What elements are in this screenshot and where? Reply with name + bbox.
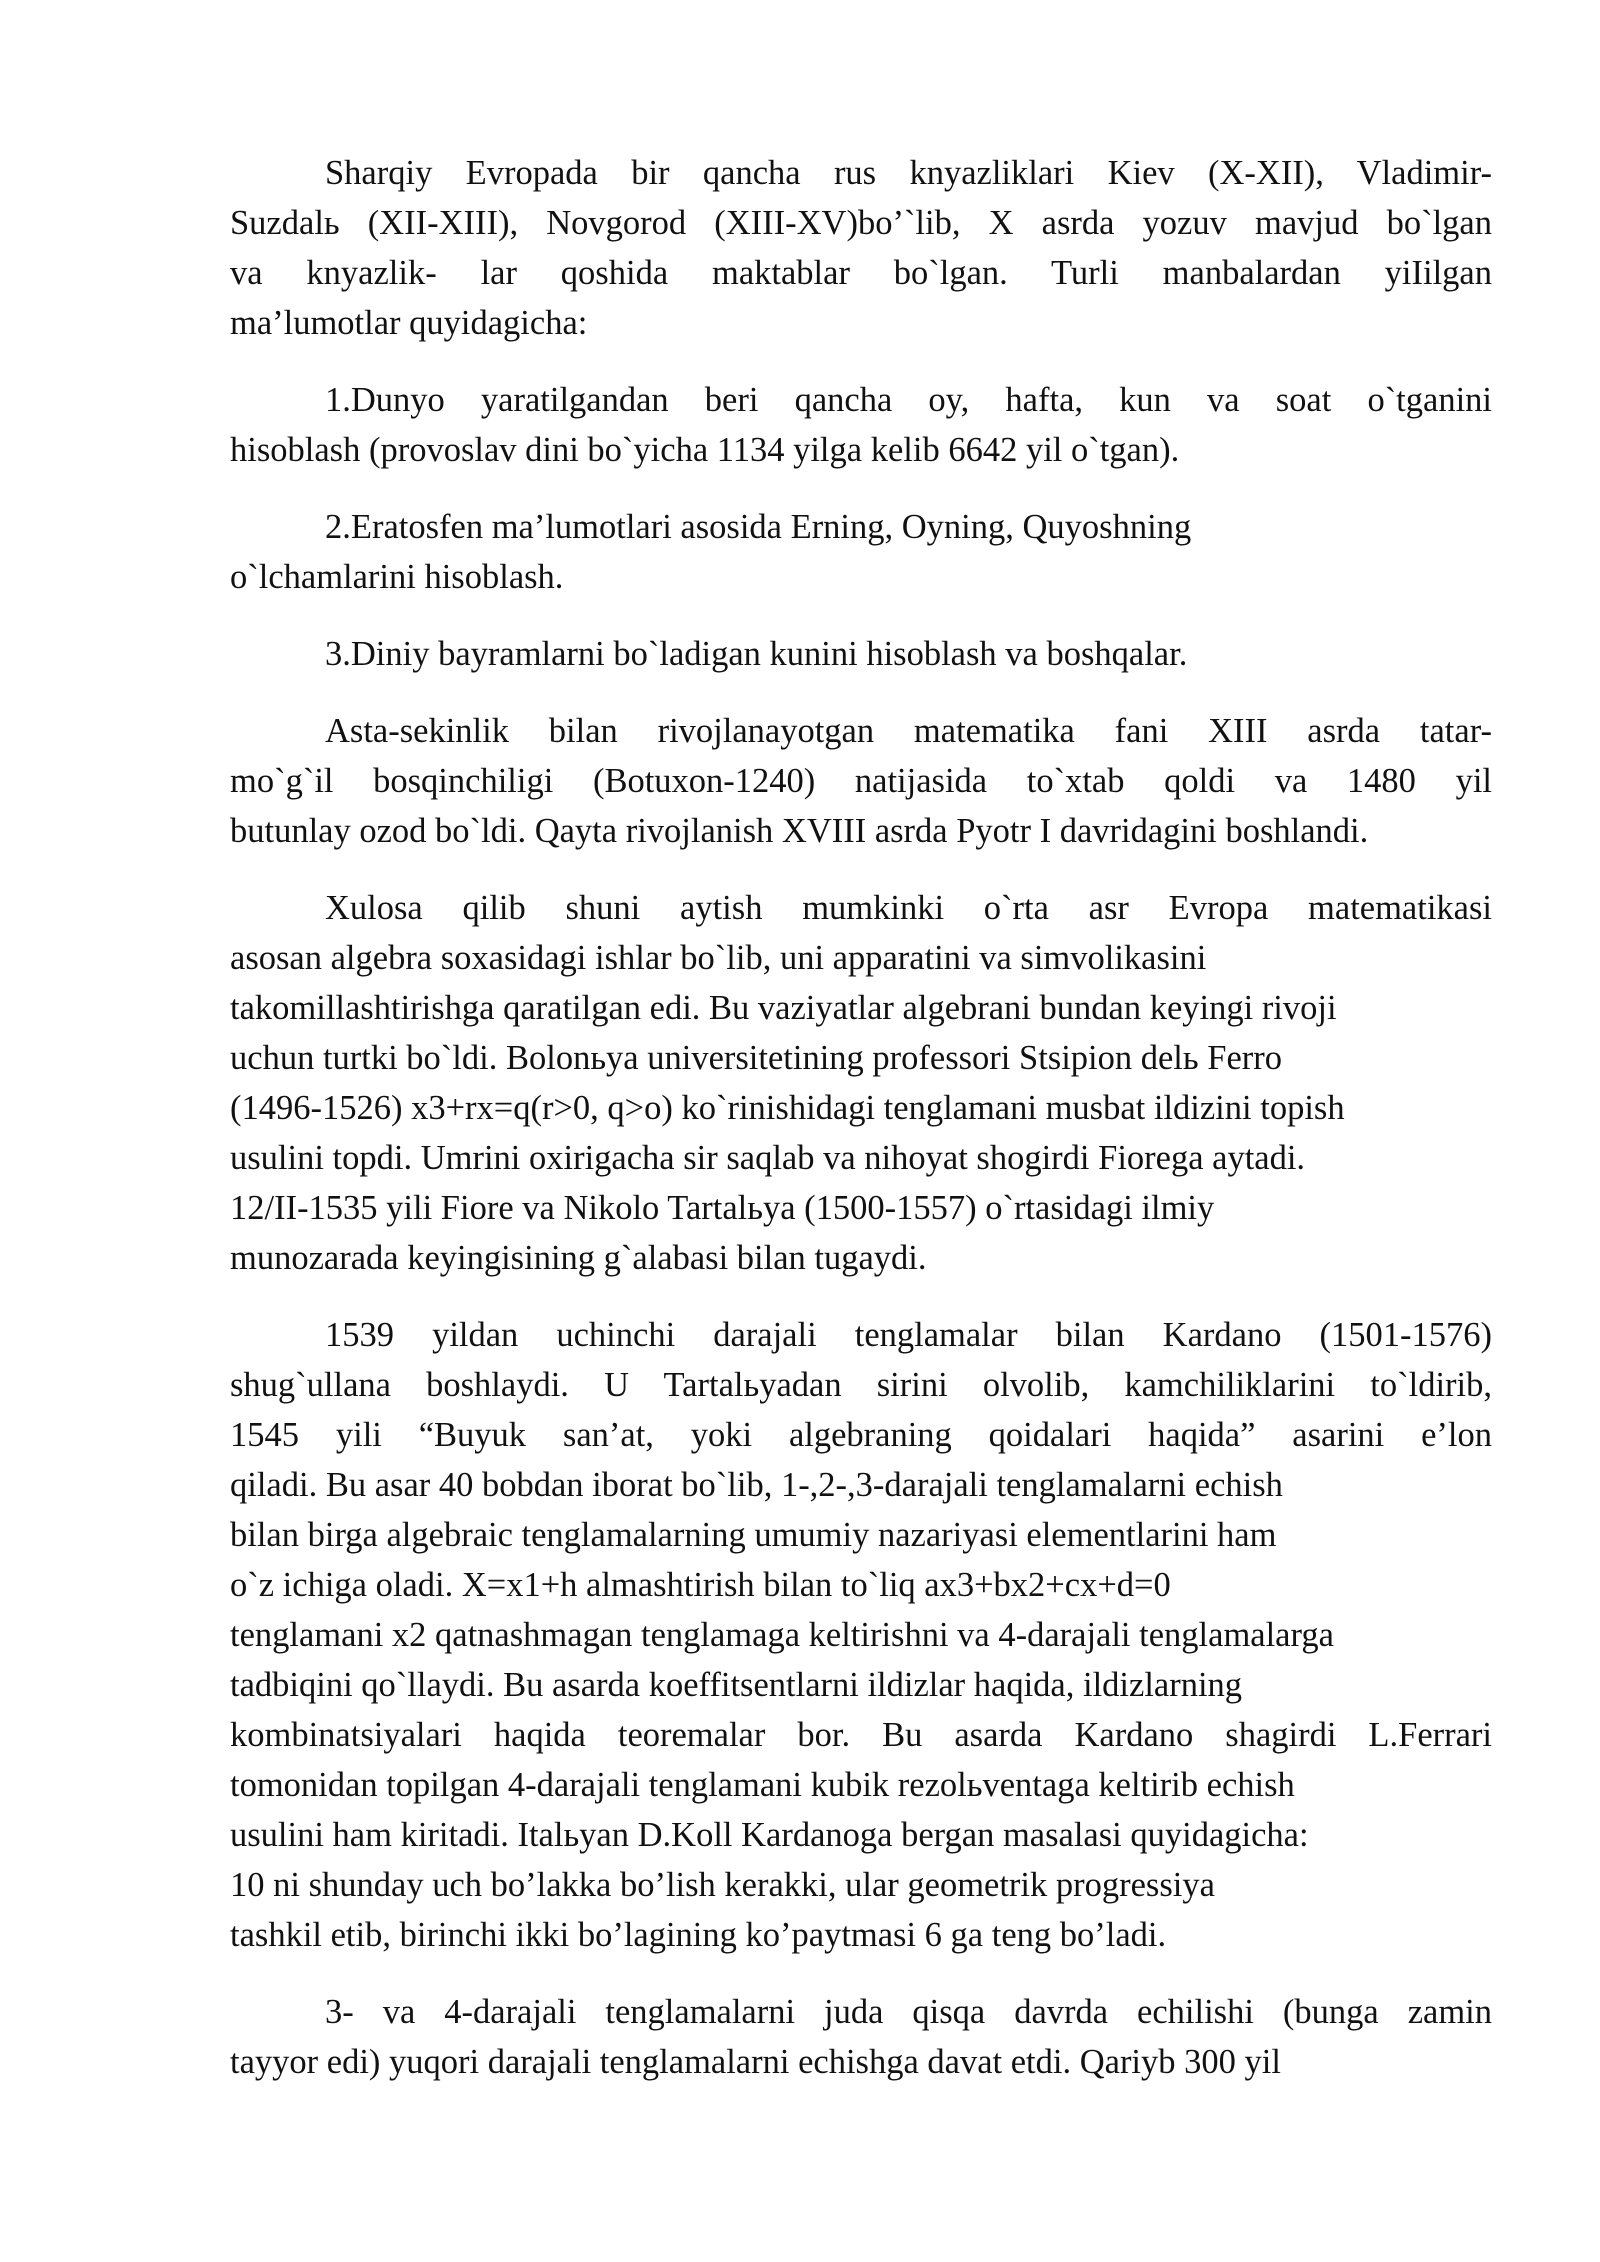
text-line: 2.Eratosfen ma’lumotlari asosida Erning, Oyning, Quyoshning xyxy=(325,508,1192,546)
text-line: asosan algebra soxasidagi ishlar bo`lib, uni apparatini va simvolikasini xyxy=(230,939,1207,977)
paragraph-item-2 xyxy=(230,502,1492,602)
text-line: va knyazlik- lar qoshida maktablar bo`lgan. Turli manbalardan yiIilgan xyxy=(230,254,1492,292)
text-line: Sharqiy Evropada bir qancha rus knyazliklari Kiev (X-XII), Vladimir- xyxy=(325,154,1492,192)
text-line: uchun turtki bo`ldi. Bolonьya universitetining professori Stsipion delь Ferro xyxy=(230,1039,1282,1077)
text-line: 10 ni shunday uch bo’lakka bo’lish kerakki, ular geometrik progressiya xyxy=(230,1866,1215,1904)
paragraph-eastern-europe xyxy=(230,148,1492,348)
text-line: usulini ham kiritadi. Italьyan D.Koll Kardanoga bergan masalasi quyidagicha: xyxy=(230,1816,1309,1854)
document-page xyxy=(230,148,1492,2114)
text-line: qiladi. Bu asar 40 bobdan iborat bo`lib, 1-,2-,3-darajali tenglamalarni echish xyxy=(230,1466,1283,1504)
text-line: Asta-sekinlik bilan rivojlanayotgan matematika fani XIII asrda tatar- xyxy=(325,712,1492,750)
text-line: Xulosa qilib shuni aytish mumkinki o`rta asr Evropa matematikasi xyxy=(325,889,1492,927)
text-line: 3- va 4-darajali tenglamalarni juda qisqa davrda echilishi (bunga zamin xyxy=(325,1993,1492,2031)
paragraph-higher-degree xyxy=(230,1987,1492,2087)
text-line: (1496-1526) x3+rx=q(r>0, q>o) ko`rinishidagi tenglamani musbat ildizini topish xyxy=(230,1089,1345,1127)
text-line: mo`g`il bosqinchiligi (Botuxon-1240) natijasida to`xtab qoldi va 1480 yil xyxy=(230,762,1492,800)
paragraph-item-1 xyxy=(230,375,1492,475)
paragraph-item-3 xyxy=(230,629,1492,679)
text-line: munozarada keyingisining g`alabasi bilan tugaydi. xyxy=(230,1239,927,1277)
text-line: 12/II-1535 yili Fiore va Nikolo Tartalьya (1500-1557) o`rtasidagi ilmiy xyxy=(230,1189,1215,1227)
text-line: ma’lumotlar quyidagicha: xyxy=(230,304,588,342)
text-line: 1539 yildan uchinchi darajali tenglamalar bilan Kardano (1501-1576) xyxy=(325,1316,1492,1354)
text-line: Suzdalь (XII-XIII), Novgorod (XIII-XV)bo’`lib, X asrda yozuv mavjud bo`lgan xyxy=(230,204,1492,242)
text-line: kombinatsiyalari haqida teoremalar bor. Bu asarda Kardano shagirdi L.Ferrari xyxy=(230,1716,1492,1754)
paragraph-development xyxy=(230,706,1492,856)
text-line: takomillashtirishga qaratilgan edi. Bu vaziyatlar algebrani bundan keyingi rivoji xyxy=(230,989,1337,1027)
text-line: 1545 yili “Buyuk san’at, yoki algebraning qoidalari haqida” asarini e’lon xyxy=(230,1416,1492,1454)
text-line: butunlay ozod bo`ldi. Qayta rivojlanish XVIII asrda Pyotr I davridagini boshlandi. xyxy=(230,812,1369,850)
text-line: tayyor edi) yuqori darajali tenglamalarni echishga davat etdi. Qariyb 300 yil xyxy=(230,2043,1281,2081)
paragraph-kardano xyxy=(230,1310,1492,1960)
text-line: bilan birga algebraic tenglamalarning umumiy nazariyasi elementlarini ham xyxy=(230,1516,1277,1554)
text-line: shug`ullana boshlaydi. U Tartalьyadan sirini olvolib, kamchiliklarini to`ldirib, xyxy=(230,1366,1492,1404)
text-line: tomonidan topilgan 4-darajali tenglamani kubik rezolьventaga keltirib echish xyxy=(230,1766,1295,1804)
text-line: o`z ichiga oladi. X=x1+h almashtirish bilan to`liq ax3+bx2+cx+d=0 xyxy=(230,1566,1171,1604)
text-line: tashkil etib, birinchi ikki bo’lagining ko’paytmasi 6 ga teng bo’ladi. xyxy=(230,1916,1167,1954)
text-line: o`lchamlarini hisoblash. xyxy=(230,558,564,596)
text-line: usulini topdi. Umrini oxirigacha sir saqlab va nihoyat shogirdi Fiorega aytadi. xyxy=(230,1139,1306,1177)
text-line: tadbiqini qo`llaydi. Bu asarda koeffitsentlarni ildizlar haqida, ildizlarning xyxy=(230,1666,1243,1704)
text-line: hisoblash (provoslav dini bo`yicha 1134 yilga kelib 6642 yil o`tgan). xyxy=(230,431,1180,469)
paragraph-conclusion xyxy=(230,883,1492,1283)
text-line: 3.Diniy bayramlarni bo`ladigan kunini hisoblash va boshqalar. xyxy=(325,635,1188,673)
text-line: 1.Dunyo yaratilgandan beri qancha oy, hafta, kun va soat o`tganini xyxy=(325,381,1492,419)
text-line: tenglamani x2 qatnashmagan tenglamaga keltirishni va 4-darajali tenglamalarga xyxy=(230,1616,1334,1654)
